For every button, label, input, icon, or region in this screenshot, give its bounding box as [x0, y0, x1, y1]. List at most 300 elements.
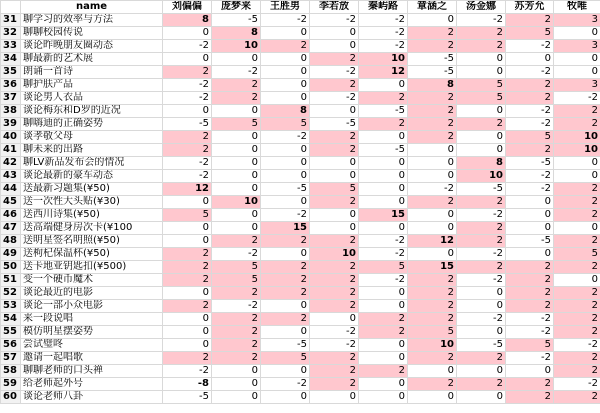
score-cell[interactable]: -2: [506, 66, 554, 79]
score-cell[interactable]: 2: [163, 274, 212, 287]
score-cell[interactable]: 0: [261, 365, 310, 378]
person-column-header[interactable]: 章涵之: [408, 1, 457, 14]
score-cell[interactable]: 2: [163, 248, 212, 261]
action-name-cell[interactable]: 邀请一起唱歌: [21, 352, 163, 365]
action-name-cell[interactable]: 聊最新的艺术展: [21, 53, 163, 66]
score-cell[interactable]: -2: [212, 248, 261, 261]
score-cell[interactable]: 0: [163, 326, 212, 339]
score-cell[interactable]: 0: [554, 53, 600, 66]
score-cell[interactable]: 2: [310, 196, 359, 209]
row-number-cell[interactable]: 41: [1, 144, 21, 157]
score-cell[interactable]: 2: [554, 352, 600, 365]
score-cell[interactable]: 10: [457, 170, 506, 183]
row-number-cell[interactable]: 45: [1, 196, 21, 209]
score-cell[interactable]: 0: [261, 170, 310, 183]
score-cell[interactable]: 0: [554, 222, 600, 235]
action-name-cell[interactable]: 送卡地亚钥匙扣(¥500): [21, 261, 163, 274]
row-number-cell[interactable]: 56: [1, 339, 21, 352]
score-cell[interactable]: 0: [310, 170, 359, 183]
score-cell[interactable]: 10: [310, 248, 359, 261]
row-number-cell[interactable]: 42: [1, 157, 21, 170]
score-cell[interactable]: -2: [310, 92, 359, 105]
score-cell[interactable]: 2: [212, 352, 261, 365]
score-cell[interactable]: -2: [163, 92, 212, 105]
score-cell[interactable]: -2: [506, 170, 554, 183]
person-column-header[interactable]: 李若放: [310, 1, 359, 14]
score-cell[interactable]: 2: [261, 40, 310, 53]
score-cell[interactable]: 0: [163, 196, 212, 209]
action-name-cell[interactable]: 谈论老师八卦: [21, 391, 163, 404]
score-cell[interactable]: -2: [359, 40, 408, 53]
score-cell[interactable]: 8: [163, 14, 212, 27]
score-cell[interactable]: -2: [457, 14, 506, 27]
person-column-header[interactable]: 秦屿路: [359, 1, 408, 14]
score-cell[interactable]: 15: [408, 261, 457, 274]
score-cell[interactable]: 2: [554, 235, 600, 248]
score-cell[interactable]: 2: [457, 261, 506, 274]
score-cell[interactable]: 0: [359, 170, 408, 183]
score-cell[interactable]: -2: [457, 248, 506, 261]
score-cell[interactable]: 2: [506, 391, 554, 404]
row-number-cell[interactable]: 47: [1, 222, 21, 235]
score-cell[interactable]: 2: [212, 313, 261, 326]
score-cell[interactable]: 2: [408, 131, 457, 144]
score-cell[interactable]: 2: [554, 183, 600, 196]
score-cell[interactable]: 0: [359, 131, 408, 144]
score-cell[interactable]: 0: [408, 222, 457, 235]
score-cell[interactable]: 2: [212, 235, 261, 248]
score-cell[interactable]: 2: [554, 313, 600, 326]
score-cell[interactable]: 2: [554, 300, 600, 313]
score-cell[interactable]: -5: [163, 118, 212, 131]
score-cell[interactable]: 5: [506, 27, 554, 40]
score-cell[interactable]: -2: [261, 14, 310, 27]
score-cell[interactable]: 0: [163, 222, 212, 235]
score-cell[interactable]: 2: [212, 326, 261, 339]
action-name-cell[interactable]: 变一个硬币魔术: [21, 274, 163, 287]
score-cell[interactable]: 0: [408, 209, 457, 222]
score-cell[interactable]: 0: [212, 53, 261, 66]
score-cell[interactable]: 0: [457, 131, 506, 144]
score-cell[interactable]: 2: [310, 53, 359, 66]
score-cell[interactable]: 0: [506, 196, 554, 209]
score-cell[interactable]: 0: [457, 391, 506, 404]
score-cell[interactable]: 0: [212, 157, 261, 170]
row-number-cell[interactable]: 51: [1, 274, 21, 287]
score-cell[interactable]: -5: [310, 118, 359, 131]
score-cell[interactable]: 0: [408, 170, 457, 183]
score-cell[interactable]: 2: [310, 352, 359, 365]
score-cell[interactable]: 0: [310, 27, 359, 40]
score-cell[interactable]: -2: [359, 235, 408, 248]
score-cell[interactable]: 2: [408, 105, 457, 118]
action-name-cell[interactable]: 送枸杞保温杯(¥50): [21, 248, 163, 261]
score-cell[interactable]: -5: [261, 183, 310, 196]
row-number-cell[interactable]: 50: [1, 261, 21, 274]
score-cell[interactable]: 2: [554, 391, 600, 404]
action-name-cell[interactable]: 聊护肤产品: [21, 79, 163, 92]
score-cell[interactable]: 5: [212, 118, 261, 131]
row-number-cell[interactable]: 57: [1, 352, 21, 365]
row-number-cell[interactable]: 39: [1, 118, 21, 131]
score-cell[interactable]: 0: [310, 313, 359, 326]
row-number-cell[interactable]: 31: [1, 14, 21, 27]
score-cell[interactable]: -2: [310, 66, 359, 79]
score-cell[interactable]: -2: [212, 300, 261, 313]
score-cell[interactable]: 2: [554, 196, 600, 209]
score-cell[interactable]: 0: [261, 144, 310, 157]
score-cell[interactable]: 2: [506, 287, 554, 300]
score-cell[interactable]: 0: [457, 287, 506, 300]
score-cell[interactable]: 0: [554, 157, 600, 170]
score-cell[interactable]: 0: [457, 144, 506, 157]
score-cell[interactable]: 0: [554, 170, 600, 183]
row-number-cell[interactable]: 34: [1, 53, 21, 66]
score-cell[interactable]: -5: [261, 339, 310, 352]
score-cell[interactable]: -2: [359, 27, 408, 40]
row-number-cell[interactable]: 43: [1, 170, 21, 183]
score-cell[interactable]: 10: [554, 131, 600, 144]
score-cell[interactable]: 0: [212, 170, 261, 183]
score-cell[interactable]: 2: [261, 235, 310, 248]
row-number-cell[interactable]: 55: [1, 326, 21, 339]
score-cell[interactable]: 2: [457, 352, 506, 365]
score-cell[interactable]: -2: [506, 313, 554, 326]
action-name-cell[interactable]: 送最新习题集(¥50): [21, 183, 163, 196]
score-cell[interactable]: 0: [163, 313, 212, 326]
row-number-cell[interactable]: 46: [1, 209, 21, 222]
score-cell[interactable]: -2: [261, 131, 310, 144]
score-cell[interactable]: 10: [359, 53, 408, 66]
score-cell[interactable]: -5: [359, 105, 408, 118]
score-cell[interactable]: 0: [359, 378, 408, 391]
score-cell[interactable]: 2: [359, 326, 408, 339]
score-cell[interactable]: 0: [310, 40, 359, 53]
score-cell[interactable]: 2: [310, 235, 359, 248]
score-cell[interactable]: -5: [163, 391, 212, 404]
score-cell[interactable]: 0: [212, 365, 261, 378]
score-cell[interactable]: 0: [408, 14, 457, 27]
score-cell[interactable]: 0: [457, 300, 506, 313]
row-number-cell[interactable]: 35: [1, 66, 21, 79]
score-cell[interactable]: 3: [554, 14, 600, 27]
score-cell[interactable]: 0: [506, 365, 554, 378]
score-cell[interactable]: 2: [554, 118, 600, 131]
score-cell[interactable]: 0: [359, 157, 408, 170]
score-cell[interactable]: 0: [457, 365, 506, 378]
score-cell[interactable]: 2: [163, 300, 212, 313]
action-name-cell[interactable]: 送高端健身房次卡(¥100: [21, 222, 163, 235]
score-cell[interactable]: -5: [359, 144, 408, 157]
score-cell[interactable]: 2: [261, 287, 310, 300]
action-name-cell[interactable]: 给老师起外号: [21, 378, 163, 391]
score-cell[interactable]: 0: [310, 391, 359, 404]
score-cell[interactable]: -5: [506, 235, 554, 248]
score-cell[interactable]: 2: [408, 118, 457, 131]
score-cell[interactable]: 5: [506, 339, 554, 352]
score-cell[interactable]: 0: [212, 391, 261, 404]
action-name-cell[interactable]: 谈论最近的电影: [21, 287, 163, 300]
score-cell[interactable]: -2: [457, 274, 506, 287]
score-cell[interactable]: 10: [554, 144, 600, 157]
score-cell[interactable]: -2: [310, 14, 359, 27]
score-cell[interactable]: 2: [310, 274, 359, 287]
score-cell[interactable]: 5: [261, 352, 310, 365]
action-name-cell[interactable]: 聊聊老师的口头禅: [21, 365, 163, 378]
row-number-cell[interactable]: 33: [1, 40, 21, 53]
row-number-cell[interactable]: 49: [1, 248, 21, 261]
score-cell[interactable]: 0: [408, 365, 457, 378]
score-cell[interactable]: 2: [261, 274, 310, 287]
score-cell[interactable]: -5: [506, 157, 554, 170]
score-cell[interactable]: 5: [212, 261, 261, 274]
score-cell[interactable]: 0: [310, 209, 359, 222]
score-cell[interactable]: 12: [408, 235, 457, 248]
score-cell[interactable]: 2: [457, 235, 506, 248]
score-cell[interactable]: 2: [457, 27, 506, 40]
action-name-cell[interactable]: 谈孝敬父母: [21, 131, 163, 144]
action-name-cell[interactable]: 谈论梅东和D罗的近况: [21, 105, 163, 118]
action-name-cell[interactable]: 谈论最新的豪车动态: [21, 170, 163, 183]
score-cell[interactable]: 2: [163, 352, 212, 365]
score-cell[interactable]: -2: [506, 105, 554, 118]
score-cell[interactable]: 12: [359, 66, 408, 79]
action-name-cell[interactable]: 朗诵一首诗: [21, 66, 163, 79]
score-cell[interactable]: 0: [408, 144, 457, 157]
score-cell[interactable]: 2: [554, 105, 600, 118]
score-cell[interactable]: -2: [310, 326, 359, 339]
score-cell[interactable]: 2: [359, 313, 408, 326]
score-cell[interactable]: 2: [506, 261, 554, 274]
score-cell[interactable]: 0: [261, 248, 310, 261]
score-cell[interactable]: 0: [408, 248, 457, 261]
row-number-cell[interactable]: 44: [1, 183, 21, 196]
action-name-cell[interactable]: 送一次性大头贴(¥30): [21, 196, 163, 209]
row-number-cell[interactable]: 48: [1, 235, 21, 248]
score-cell[interactable]: 2: [212, 92, 261, 105]
score-cell[interactable]: 2: [506, 300, 554, 313]
score-cell[interactable]: 2: [457, 222, 506, 235]
action-name-cell[interactable]: 聊未来的出路: [21, 144, 163, 157]
score-cell[interactable]: 2: [408, 313, 457, 326]
score-cell[interactable]: 0: [212, 378, 261, 391]
score-cell[interactable]: 0: [261, 326, 310, 339]
score-cell[interactable]: 2: [310, 131, 359, 144]
score-cell[interactable]: 0: [359, 196, 408, 209]
person-column-header[interactable]: 汤金娜: [457, 1, 506, 14]
row-number-cell[interactable]: 36: [1, 79, 21, 92]
score-cell[interactable]: -2: [359, 248, 408, 261]
score-cell[interactable]: 0: [408, 391, 457, 404]
score-cell[interactable]: 5: [163, 209, 212, 222]
score-cell[interactable]: 0: [261, 300, 310, 313]
score-cell[interactable]: 2: [554, 287, 600, 300]
score-cell[interactable]: 2: [408, 287, 457, 300]
score-cell[interactable]: 0: [212, 131, 261, 144]
score-cell[interactable]: -2: [506, 183, 554, 196]
score-cell[interactable]: 2: [408, 300, 457, 313]
score-cell[interactable]: 0: [261, 79, 310, 92]
score-cell[interactable]: 0: [310, 157, 359, 170]
score-cell[interactable]: 2: [408, 352, 457, 365]
action-name-cell[interactable]: 尝试璧咚: [21, 339, 163, 352]
row-number-cell[interactable]: 59: [1, 378, 21, 391]
score-cell[interactable]: 0: [163, 339, 212, 352]
score-cell[interactable]: 5: [310, 183, 359, 196]
action-name-cell[interactable]: 聊学习的效率与方法: [21, 14, 163, 27]
score-cell[interactable]: 0: [457, 326, 506, 339]
score-cell[interactable]: 8: [261, 105, 310, 118]
row-number-cell[interactable]: 38: [1, 105, 21, 118]
score-cell[interactable]: -2: [163, 79, 212, 92]
score-cell[interactable]: 2: [457, 40, 506, 53]
score-cell[interactable]: 0: [359, 352, 408, 365]
score-cell[interactable]: 8: [457, 157, 506, 170]
score-cell[interactable]: 2: [212, 79, 261, 92]
score-cell[interactable]: 0: [457, 53, 506, 66]
score-cell[interactable]: 2: [212, 287, 261, 300]
score-cell[interactable]: 2: [554, 365, 600, 378]
score-cell[interactable]: 2: [310, 378, 359, 391]
row-number-cell[interactable]: 40: [1, 131, 21, 144]
score-cell[interactable]: 0: [163, 53, 212, 66]
row-number-cell[interactable]: 60: [1, 391, 21, 404]
action-name-cell[interactable]: 来一段说唱: [21, 313, 163, 326]
score-cell[interactable]: 2: [457, 118, 506, 131]
score-cell[interactable]: 2: [506, 378, 554, 391]
score-cell[interactable]: 0: [359, 300, 408, 313]
row-number-cell[interactable]: 32: [1, 27, 21, 40]
score-cell[interactable]: 2: [408, 92, 457, 105]
score-cell[interactable]: -2: [457, 313, 506, 326]
score-cell[interactable]: 0: [359, 222, 408, 235]
score-cell[interactable]: 0: [163, 287, 212, 300]
score-cell[interactable]: 0: [163, 27, 212, 40]
score-cell[interactable]: 2: [310, 79, 359, 92]
score-cell[interactable]: -2: [554, 378, 600, 391]
score-cell[interactable]: 0: [310, 105, 359, 118]
score-cell[interactable]: 2: [359, 365, 408, 378]
score-cell[interactable]: 2: [359, 118, 408, 131]
action-name-cell[interactable]: 送明星签名明照(¥50): [21, 235, 163, 248]
score-cell[interactable]: 0: [261, 391, 310, 404]
score-cell[interactable]: 0: [554, 27, 600, 40]
score-cell[interactable]: 2: [408, 196, 457, 209]
score-cell[interactable]: 2: [506, 14, 554, 27]
score-cell[interactable]: 2: [310, 300, 359, 313]
score-cell[interactable]: 5: [212, 274, 261, 287]
score-cell[interactable]: -2: [310, 339, 359, 352]
score-cell[interactable]: -2: [506, 40, 554, 53]
score-cell[interactable]: 5: [506, 131, 554, 144]
score-cell[interactable]: 0: [310, 222, 359, 235]
score-cell[interactable]: -2: [554, 339, 600, 352]
person-column-header[interactable]: 刘偏偏: [163, 1, 212, 14]
score-cell[interactable]: 2: [310, 287, 359, 300]
score-cell[interactable]: 0: [359, 391, 408, 404]
action-name-cell[interactable]: 谈论昨晚朋友圈动态: [21, 40, 163, 53]
score-cell[interactable]: 15: [261, 222, 310, 235]
score-cell[interactable]: 10: [408, 339, 457, 352]
score-cell[interactable]: -5: [408, 53, 457, 66]
score-cell[interactable]: -2: [163, 170, 212, 183]
score-cell[interactable]: 0: [163, 235, 212, 248]
score-cell[interactable]: 2: [554, 209, 600, 222]
score-cell[interactable]: 0: [212, 183, 261, 196]
score-cell[interactable]: 2: [506, 79, 554, 92]
score-cell[interactable]: 2: [506, 274, 554, 287]
score-cell[interactable]: -5: [408, 66, 457, 79]
action-name-cell[interactable]: 聊LV新品发布会的情况: [21, 157, 163, 170]
score-cell[interactable]: 0: [359, 183, 408, 196]
action-name-cell[interactable]: 聊嗨迪的正确姿势: [21, 118, 163, 131]
score-cell[interactable]: 0: [408, 157, 457, 170]
score-cell[interactable]: 8: [408, 79, 457, 92]
row-number-cell[interactable]: 52: [1, 287, 21, 300]
score-cell[interactable]: -2: [359, 274, 408, 287]
score-cell[interactable]: 5: [408, 326, 457, 339]
score-cell[interactable]: -2: [506, 326, 554, 339]
score-cell[interactable]: 2: [408, 274, 457, 287]
score-cell[interactable]: 2: [554, 261, 600, 274]
score-cell[interactable]: 0: [212, 222, 261, 235]
score-cell[interactable]: 2: [359, 92, 408, 105]
row-number-cell[interactable]: 37: [1, 92, 21, 105]
score-cell[interactable]: 2: [310, 261, 359, 274]
name-column-header[interactable]: name: [21, 1, 163, 14]
score-cell[interactable]: 0: [261, 196, 310, 209]
score-cell[interactable]: 2: [261, 313, 310, 326]
score-cell[interactable]: 0: [261, 66, 310, 79]
row-number-header[interactable]: [1, 1, 21, 14]
score-cell[interactable]: 0: [506, 53, 554, 66]
score-cell[interactable]: -5: [212, 14, 261, 27]
score-cell[interactable]: 5: [359, 261, 408, 274]
score-cell[interactable]: 0: [506, 222, 554, 235]
score-cell[interactable]: 0: [359, 287, 408, 300]
score-cell[interactable]: 0: [554, 274, 600, 287]
score-cell[interactable]: 2: [554, 326, 600, 339]
person-column-header[interactable]: 王胜男: [261, 1, 310, 14]
score-cell[interactable]: -2: [506, 352, 554, 365]
person-column-header[interactable]: 庞梦来: [212, 1, 261, 14]
score-cell[interactable]: 15: [359, 209, 408, 222]
score-cell[interactable]: 0: [212, 144, 261, 157]
score-cell[interactable]: 5: [457, 79, 506, 92]
score-cell[interactable]: 8: [212, 27, 261, 40]
row-number-cell[interactable]: 54: [1, 313, 21, 326]
score-cell[interactable]: 2: [408, 378, 457, 391]
score-cell[interactable]: -2: [163, 365, 212, 378]
score-cell[interactable]: 5: [457, 92, 506, 105]
score-cell[interactable]: 3: [554, 79, 600, 92]
score-cell[interactable]: 3: [554, 40, 600, 53]
score-cell[interactable]: -5: [457, 183, 506, 196]
score-cell[interactable]: 2: [163, 131, 212, 144]
person-column-header[interactable]: 牧唯: [554, 1, 600, 14]
score-cell[interactable]: -2: [261, 378, 310, 391]
action-name-cell[interactable]: 聊聊校园传说: [21, 27, 163, 40]
score-cell[interactable]: -2: [261, 209, 310, 222]
score-cell[interactable]: 0: [163, 105, 212, 118]
score-cell[interactable]: 10: [212, 40, 261, 53]
score-cell[interactable]: 2: [408, 40, 457, 53]
score-cell[interactable]: 5: [261, 118, 310, 131]
score-cell[interactable]: 0: [506, 248, 554, 261]
score-cell[interactable]: -2: [359, 14, 408, 27]
score-cell[interactable]: -2: [163, 40, 212, 53]
score-cell[interactable]: 0: [554, 66, 600, 79]
